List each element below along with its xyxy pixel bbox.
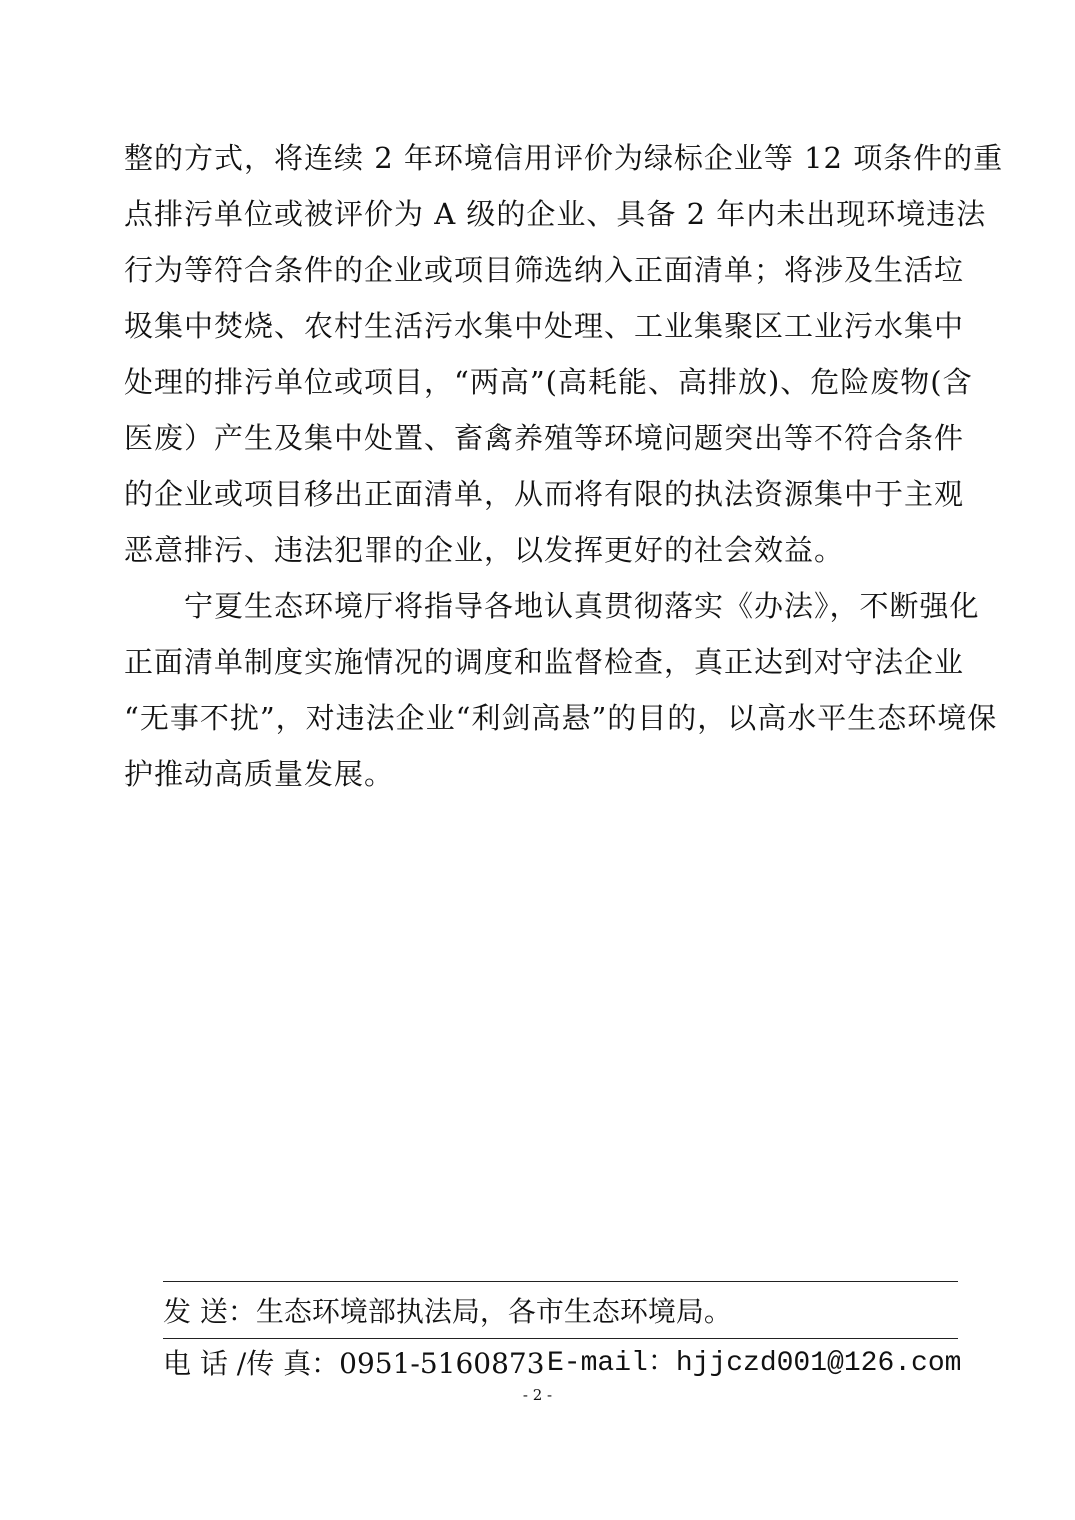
email-line: E-mail：hjjczd001@126.com xyxy=(547,1348,962,1379)
body-line-3: 行为等符合条件的企业或项目筛选纳入正面清单；将涉及生活垃 xyxy=(124,253,965,287)
body-line-8: 恶意排污、违法犯罪的企业，以发挥更好的社会效益。 xyxy=(124,533,845,567)
body-line-7: 的企业或项目移出正面清单，从而将有限的执法资源集中于主观 xyxy=(124,477,965,511)
page-number: - 2 - xyxy=(522,1386,553,1404)
send-to-line: 发 送：生态环境部执法局，各市生态环境局。 xyxy=(163,1295,732,1328)
footer-middle-rule xyxy=(163,1338,958,1339)
body-line-5: 处理的排污单位或项目，“两高”(高耗能、高排放)、危险废物(含 xyxy=(124,365,973,399)
body-line-10: 正面清单制度实施情况的调度和监督检查，真正达到对守法企业 xyxy=(124,645,965,679)
phone-fax-line: 电 话 /传 真：0951-5160873 xyxy=(163,1347,545,1380)
body-line-4: 圾集中焚烧、农村生活污水集中处理、工业集聚区工业污水集中 xyxy=(124,309,965,343)
body-line-11: “无事不扰”，对违法企业“利剑高悬”的目的，以高水平生态环境保 xyxy=(124,701,998,735)
body-line-1: 整的方式，将连续 2 年环境信用评价为绿标企业等 12 项条件的重 xyxy=(124,141,1004,175)
body-line-12: 护推动高质量发展。 xyxy=(124,757,395,791)
body-line-2: 点排污单位或被评价为 A 级的企业、具备 2 年内未出现环境违法 xyxy=(124,197,987,231)
footer-top-rule xyxy=(163,1281,958,1282)
body-line-9: 宁夏生态环境厅将指导各地认真贯彻落实《办法》，不断强化 xyxy=(124,589,980,623)
body-line-6: 医废）产生及集中处置、畜禽养殖等环境问题突出等不符合条件 xyxy=(124,421,965,455)
